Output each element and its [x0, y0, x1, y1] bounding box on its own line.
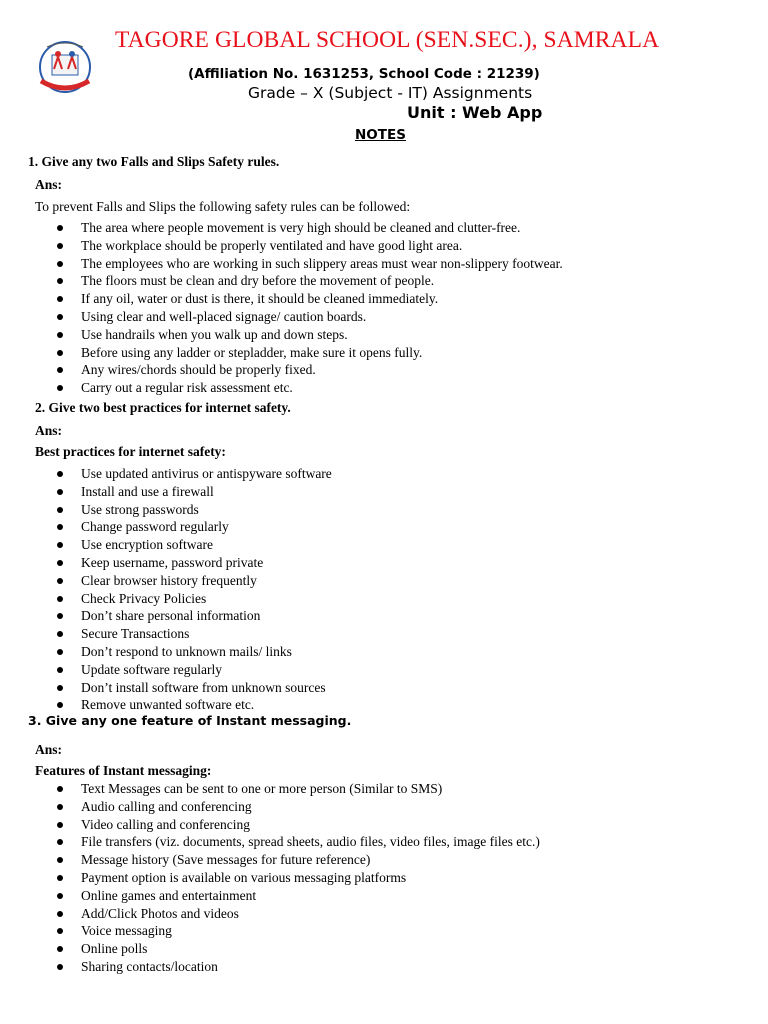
- list-item: Audio calling and conferencing: [57, 798, 540, 816]
- bullet-icon: [57, 667, 63, 673]
- bullet-icon: [57, 542, 63, 548]
- bullet-icon: [57, 385, 63, 391]
- list-item: The floors must be clean and dry before the movement of people.: [57, 272, 563, 290]
- bullet-icon: [57, 946, 63, 952]
- list-item: If any oil, water or dust is there, it should be cleaned immediately.: [57, 290, 563, 308]
- bullet-icon: [57, 278, 63, 284]
- bullet-icon: [57, 804, 63, 810]
- bullet-icon: [57, 296, 63, 302]
- bullet-icon: [57, 702, 63, 708]
- answer-intro-1: To prevent Falls and Slips the following safety rules can be followed:: [35, 199, 411, 214]
- bullet-icon: [57, 524, 63, 530]
- answer-intro-2: Best practices for internet safety:: [35, 444, 226, 459]
- bullet-icon: [57, 489, 63, 495]
- list-item: Any wires/chords should be properly fixed.: [57, 361, 563, 379]
- list-item: Add/Click Photos and videos: [57, 905, 540, 923]
- list-item: Sharing contacts/location: [57, 958, 540, 976]
- bullet-icon: [57, 631, 63, 637]
- list-item: The workplace should be properly ventilated and have good light area.: [57, 237, 563, 255]
- list-item: Use handrails when you walk up and down steps.: [57, 326, 563, 344]
- school-name: TAGORE GLOBAL SCHOOL (SEN.SEC.), SAMRALA: [115, 27, 660, 53]
- bullet-icon: [57, 225, 63, 231]
- bullet-icon: [57, 857, 63, 863]
- bullet-icon: [57, 893, 63, 899]
- answer-label-3: Ans:: [35, 742, 63, 757]
- list-item: Don’t install software from unknown sources: [57, 679, 332, 697]
- list-item: Use strong passwords: [57, 501, 332, 519]
- question-2: 2. Give two best practices for internet safety.: [35, 400, 291, 415]
- bullet-icon: [57, 822, 63, 828]
- list-item: Video calling and conferencing: [57, 816, 540, 834]
- bullet-icon: [57, 261, 63, 267]
- answer-label-1: Ans:: [35, 177, 63, 192]
- bullet-icon: [57, 649, 63, 655]
- answer-list-3: [57, 780, 540, 976]
- list-item: Check Privacy Policies: [57, 590, 332, 608]
- list-item: Online polls: [57, 940, 540, 958]
- list-item: Don’t respond to unknown mails/ links: [57, 643, 332, 661]
- bullet-icon: [57, 314, 63, 320]
- list-item: Clear browser history frequently: [57, 572, 332, 590]
- list-item: Text Messages can be sent to one or more person (Similar to SMS): [57, 780, 540, 798]
- list-item: File transfers (viz. documents, spread sheets, audio files, video files, image files etc.): [57, 833, 540, 851]
- list-item: Use encryption software: [57, 536, 332, 554]
- list-item: Don’t share personal information: [57, 607, 332, 625]
- list-item: Carry out a regular risk assessment etc.: [57, 379, 563, 397]
- list-item: Online games and entertainment: [57, 887, 540, 905]
- list-item: Message history (Save messages for future reference): [57, 851, 540, 869]
- notes-heading: NOTES: [355, 127, 406, 143]
- list-item: The employees who are working in such slippery areas must wear non-slippery footwear.: [57, 255, 563, 273]
- bullet-icon: [57, 839, 63, 845]
- list-item: Update software regularly: [57, 661, 332, 679]
- answer-label-2: Ans:: [35, 423, 63, 438]
- grade-line: Grade – X (Subject - IT) Assignments: [248, 84, 533, 102]
- list-item: Secure Transactions: [57, 625, 332, 643]
- bullet-icon: [57, 367, 63, 373]
- list-item: The area where people movement is very high should be cleaned and clutter-free.: [57, 219, 563, 237]
- bullet-icon: [57, 786, 63, 792]
- list-item: Voice messaging: [57, 922, 540, 940]
- list-item: Before using any ladder or stepladder, make sure it opens fully.: [57, 344, 563, 362]
- bullet-icon: [57, 911, 63, 917]
- unit-line: Unit : Web App: [407, 103, 543, 122]
- bullet-icon: [57, 578, 63, 584]
- list-item: Using clear and well-placed signage/ caution boards.: [57, 308, 563, 326]
- list-item: Install and use a firewall: [57, 483, 332, 501]
- bullet-icon: [57, 613, 63, 619]
- bullet-icon: [57, 507, 63, 513]
- question-3: 3. Give any one feature of Instant messaging.: [28, 713, 352, 728]
- answer-intro-3: Features of Instant messaging:: [35, 763, 212, 778]
- list-item: Payment option is available on various messaging platforms: [57, 869, 540, 887]
- list-item: Remove unwanted software etc.: [57, 696, 332, 714]
- school-logo-icon: [29, 37, 101, 100]
- bullet-icon: [57, 964, 63, 970]
- answer-list-2: [57, 465, 332, 714]
- list-item: Use updated antivirus or antispyware software: [57, 465, 332, 483]
- bullet-icon: [57, 928, 63, 934]
- bullet-icon: [57, 332, 63, 338]
- list-item: Change password regularly: [57, 518, 332, 536]
- list-item: Keep username, password private: [57, 554, 332, 572]
- answer-list-1: [57, 219, 563, 397]
- bullet-icon: [57, 875, 63, 881]
- bullet-icon: [57, 685, 63, 691]
- question-1: 1. Give any two Falls and Slips Safety rules.: [28, 154, 280, 169]
- affiliation-line: (Affiliation No. 1631253, School Code : 21239): [188, 66, 540, 82]
- bullet-icon: [57, 243, 63, 249]
- bullet-icon: [57, 560, 63, 566]
- bullet-icon: [57, 471, 63, 477]
- bullet-icon: [57, 596, 63, 602]
- bullet-icon: [57, 350, 63, 356]
